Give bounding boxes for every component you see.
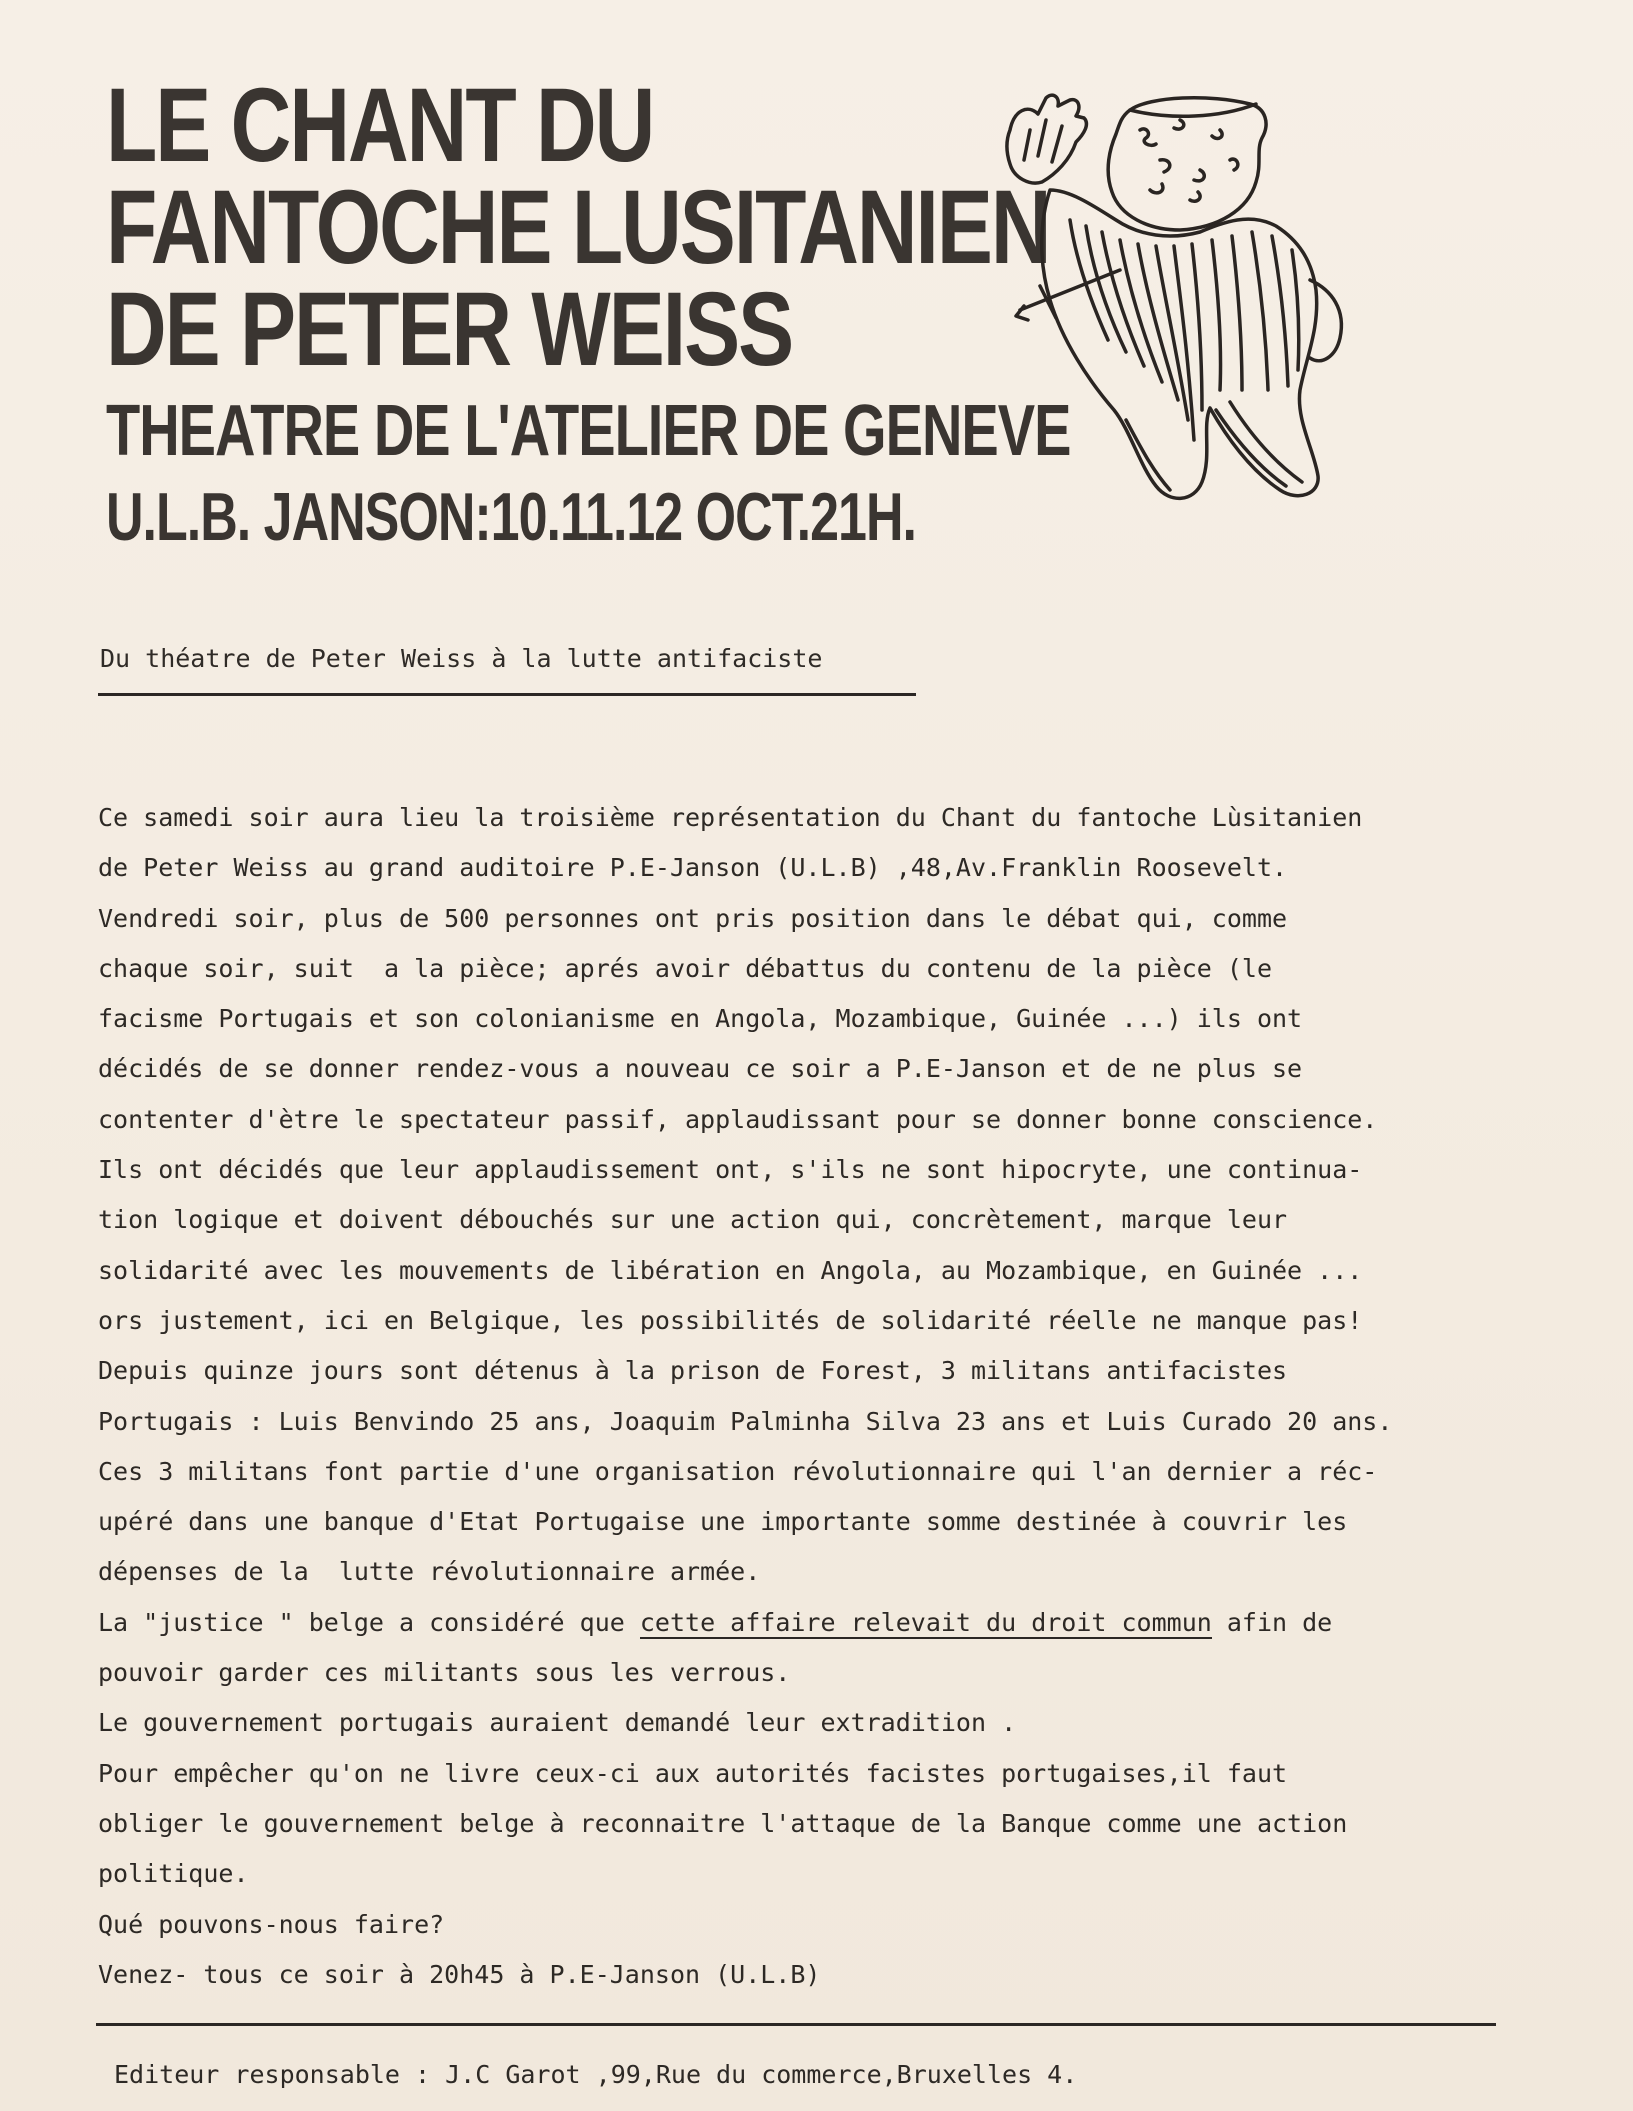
body-line: ors justement, ici en Belgique, les possibilités de solidarité réelle ne manque pas! — [98, 1305, 1363, 1335]
body-line: chaque soir, suit a la pièce; aprés avoir débattus du contenu de la pièce (le — [98, 953, 1272, 983]
footer-rule — [96, 2023, 1496, 2026]
body-line: obliger le gouvernement belge à reconnaitre l'attaque de la Banque comme une action — [98, 1808, 1348, 1838]
body-line: Le gouvernement portugais auraient demandé leur extradition . — [98, 1708, 1017, 1738]
justice-line — [98, 1598, 1558, 1648]
body-line: Ce samedi soir aura lieu la troisième représentation du Chant du fantoche Lùsitanien — [98, 803, 1363, 832]
body-line: Depuis quinze jours sont détenus à la prison de Forest, 3 militans antifacistes — [98, 1356, 1288, 1386]
footer-publisher: Editeur responsable : J.C Garot ,99,Rue du commerce,Bruxelles 4. — [114, 2060, 1078, 2089]
poster-title-block — [106, 65, 1071, 556]
body-line: upéré dans une banque d'Etat Portugaise une importante somme destinée à couvrir les — [98, 1507, 1348, 1537]
body-line: Qué pouvons-nous faire? — [98, 1909, 445, 1939]
body-text — [98, 793, 1558, 2000]
poster-title-line-3: DE PETER WEISS — [106, 269, 793, 388]
body-line: solidarité avec les mouvements de libération en Angola, au Mozambique, en Guinée ... — [98, 1255, 1363, 1285]
underlined-phrase: cette affaire relevait du droit commun — [639, 1607, 1212, 1637]
body-line: politique. — [98, 1859, 249, 1889]
poster-venue-line: THEATRE DE L'ATELIER DE GENEVE — [106, 388, 1071, 471]
title-underline-rule — [98, 693, 916, 696]
subtitle: Du théatre de Peter Weiss à la lutte antifaciste — [100, 644, 823, 673]
justice-post-text: afin de — [1211, 1607, 1333, 1637]
body-line: de Peter Weiss au grand auditoire P.E-Janson (U.L.B) ,48,Av.Franklin Roosevelt. — [98, 853, 1288, 883]
body-line: Portugais : Luis Benvindo 25 ans, Joaquim Palminha Silva 23 ans et Luis Curado 20 ans. — [98, 1406, 1393, 1436]
body-line: Ces 3 militans font partie d'une organisation révolutionnaire qui l'an dernier a réc- — [98, 1456, 1378, 1486]
striped-puppet-figure-illustration — [980, 90, 1380, 590]
body-line: pouvoir garder ces militants sous les verrous. — [98, 1658, 791, 1688]
poster-title-line-1: LE CHANT DU — [106, 65, 654, 184]
poster-title-line-2: FANTOCHE LUSITANIEN — [106, 167, 1050, 286]
body-line: Ils ont décidés que leur applaudissement ont, s'ils ne sont hipocryte, une continua- — [98, 1155, 1363, 1185]
body-line: contenter d'ètre le spectateur passif, applaudissant pour se donner bonne conscience. — [98, 1104, 1378, 1134]
body-line: Vendredi soir, plus de 500 personnes ont pris position dans le débat qui, comme — [98, 903, 1288, 933]
body-line: facisme Portugais et son colonianisme en Angola, Mozambique, Guinée ...) ils ont — [98, 1004, 1303, 1034]
body-line: tion logique et doivent débouchés sur une action qui, concrètement, marque leur — [98, 1205, 1288, 1235]
justice-pre-text: La "justice " belge a considéré que — [98, 1607, 640, 1637]
body-line: Pour empêcher qu'on ne livre ceux-ci aux autorités facistes portugaises,il faut — [98, 1758, 1288, 1788]
body-line: dépenses de la lutte révolutionnaire armée. — [98, 1557, 761, 1587]
body-line: décidés de se donner rendez-vous a nouveau ce soir a P.E-Janson et de ne plus se — [98, 1054, 1303, 1084]
body-line: Venez- tous ce soir à 20h45 à P.E-Janson (U.L.B) — [98, 1959, 821, 1989]
poster-date-line: U.L.B. JANSON:10.11.12 OCT.21H. — [106, 480, 916, 556]
